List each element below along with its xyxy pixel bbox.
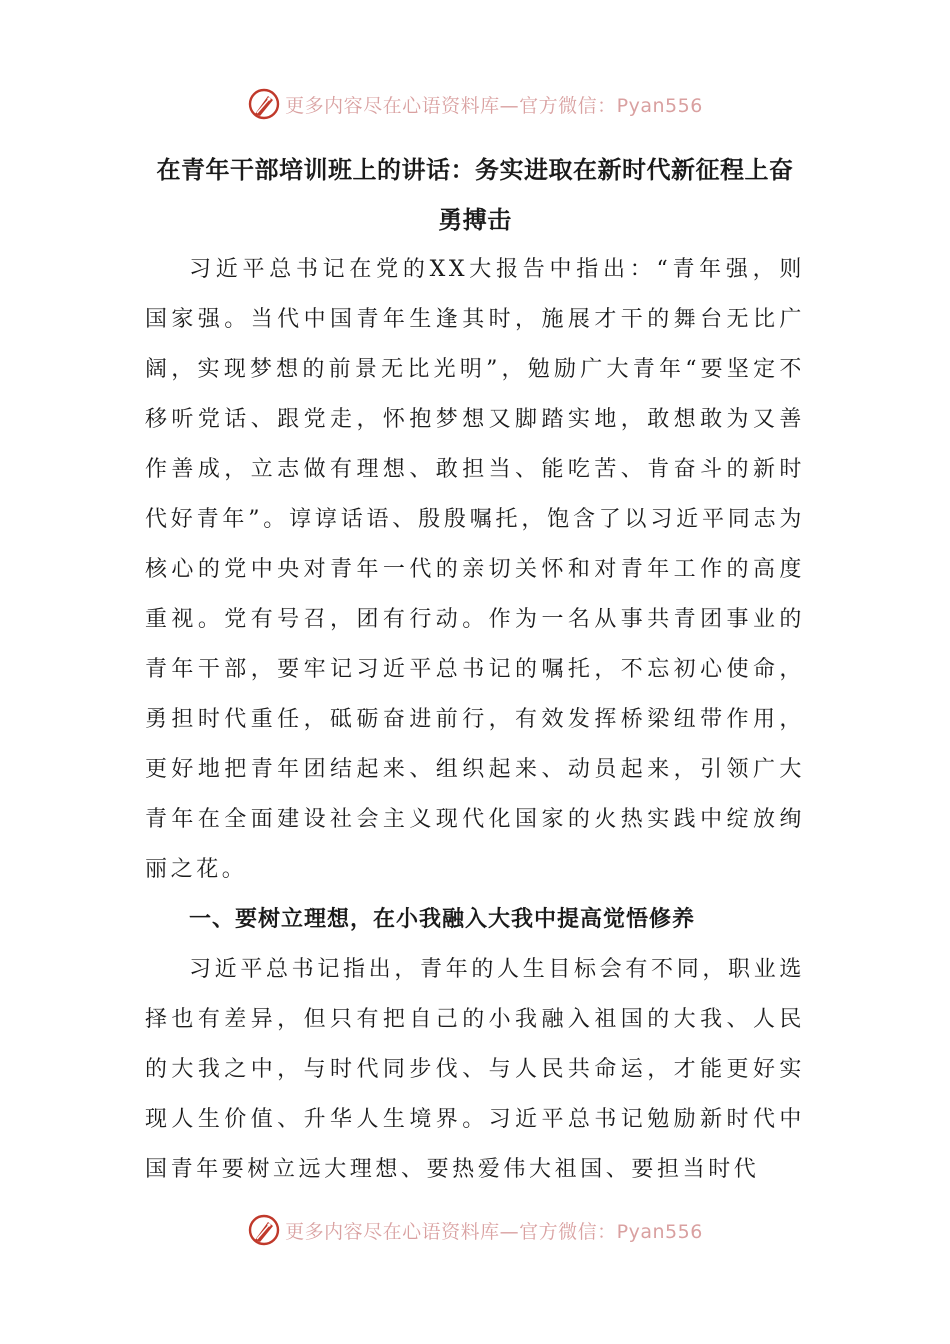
document-body xyxy=(145,245,805,1195)
document-title: 在青年干部培训班上的讲话：务实进取在新时代新征程上奋勇搏击 xyxy=(156,156,794,234)
watermark-banner-bottom xyxy=(0,1210,950,1250)
section-paragraph: 习近平总书记指出，青年的人生目标会有不同，职业选择也有差异，但只有把自己的小我融入祖国的大我、人民的大我之中，与时代同步伐、与人民共命运，才能更好实现人生价值、升华人生境界。习近平总书记勉励新时代中国青年要树立远大理想、要热爱伟大祖国、要担当时代 xyxy=(145,957,805,1182)
watermark-text: 更多内容尽在心语资料库—官方微信：Pyan556 xyxy=(285,1220,703,1243)
pen-nib-logo-icon xyxy=(247,1213,281,1247)
watermark-text: 更多内容尽在心语资料库—官方微信：Pyan556 xyxy=(285,94,703,117)
section-heading: 一、要树立理想，在小我融入大我中提高觉悟修养 xyxy=(189,907,696,932)
watermark-banner-top xyxy=(0,84,950,124)
pen-nib-logo-icon xyxy=(247,87,281,121)
intro-paragraph: 习近平总书记在党的XX大报告中指出：“青年强，则国家强。当代中国青年生逢其时，施展才干的舞台无比广阔，实现梦想的前景无比光明”，勉励广大青年“要坚定不移听党话、跟党走，怀抱梦想又脚踏实地，敢想敢为又善作善成，立志做有理想、敢担当、能吃苦、肯奋斗的新时代好青年”。谆谆话语、殷殷嘱托，饱含了以习近平同志为核心的党中央对青年一代的亲切关怀和对青年工作的高度重视。党有号召，团有行动。作为一名从事共青团事业的青年干部，要牢记习近平总书记的嘱托，不忘初心使命，勇担时代重任，砥砺奋进前行，有效发挥桥梁纽带作用，更好地把青年团结起来、组织起来、动员起来，引领广大青年在全面建设社会主义现代化国家的火热实践中绽放绚丽之花。 xyxy=(145,257,805,882)
